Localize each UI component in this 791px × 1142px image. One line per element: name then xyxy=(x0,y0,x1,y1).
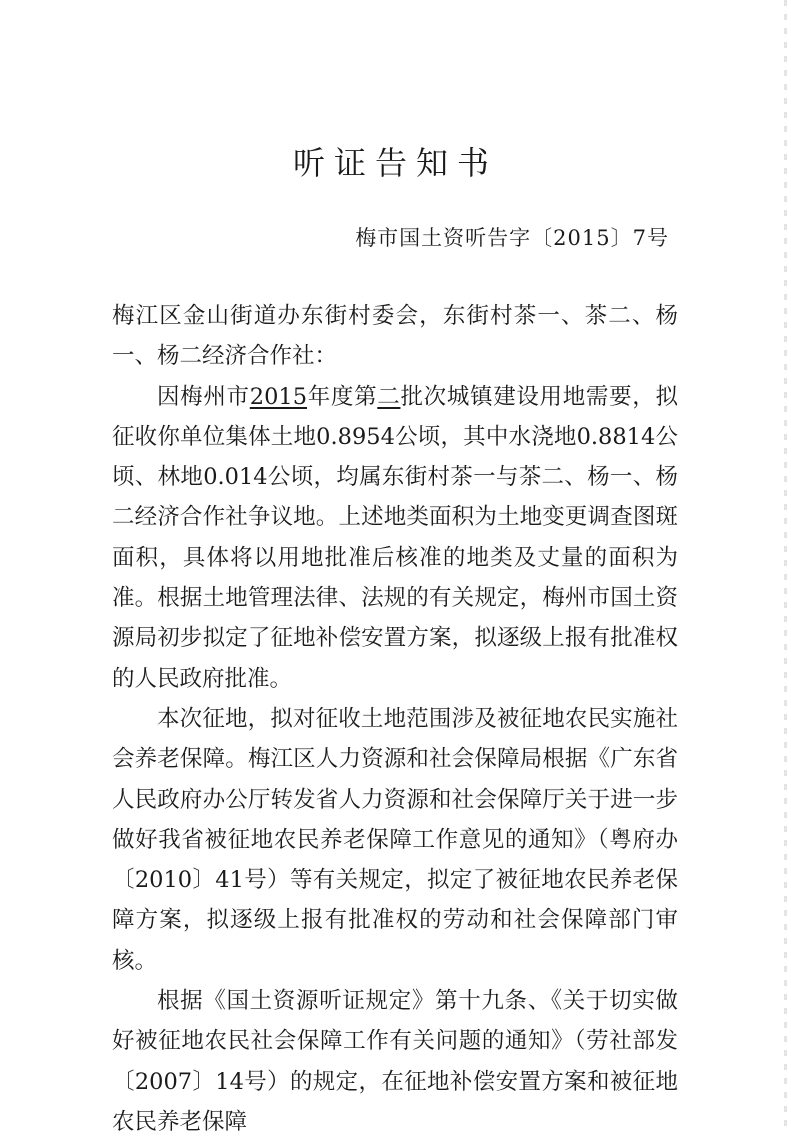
paragraph-1-rest: 批次城镇建设用地需要，拟征收你单位集体土地0.8954公顷，其中水浇地0.8814公顷、林地0.014公顷，均属东街村茶一与茶二、杨一、杨二经济合作社争议地。上述地类面积为土地变更调查图斑面积，具体将以用地批准后核准的地类及丈量的面积为准。根据土地管理法律、法规的有关规定，梅州市国土资源局初步拟定了征地补偿安置方案，拟逐级上报有批准权的人民政府批准。 xyxy=(112,383,678,692)
document-title: 听证告知书 xyxy=(292,144,498,182)
scan-edge-mark xyxy=(784,0,787,1128)
paragraph-1-batch: 二 xyxy=(377,383,401,410)
paragraph-2: 本次征地，拟对征收土地范围涉及被征地农民实施社会养老保障。梅江区人力资源和社会保障局根据《广东省人民政府办公厅转发省人力资源和社会保障厅关于进一步做好我省被征地农民养老保障工作意见的通知》（粤府办〔2010〕41号）等有关规定，拟定了被征地农民养老保障方案，拟逐级上报有批准权的劳动和社会保障部门审核。 xyxy=(112,705,678,974)
paragraph-1-start: 因梅州市 xyxy=(157,383,250,410)
paragraph-1 xyxy=(112,377,678,699)
paragraph-3: 根据《国土资源听证规定》第十九条、《关于切实做好被征地农民社会保障工作有关问题的通知》（劳社部发〔2007〕14号）的规定，在征地补偿安置方案和被征地农民养老保障 xyxy=(112,988,678,1135)
document-body xyxy=(112,296,678,1142)
document-number: 梅市国土资听告字〔2015〕7号 xyxy=(355,226,669,250)
addressee: 梅江区金山街道办东街村委会，东街村茶一、茶二、杨一、杨二经济合作社： xyxy=(112,303,678,370)
paragraph-1-mid: 年度第 xyxy=(307,383,378,410)
paragraph-1-year: 2015 xyxy=(249,383,308,410)
